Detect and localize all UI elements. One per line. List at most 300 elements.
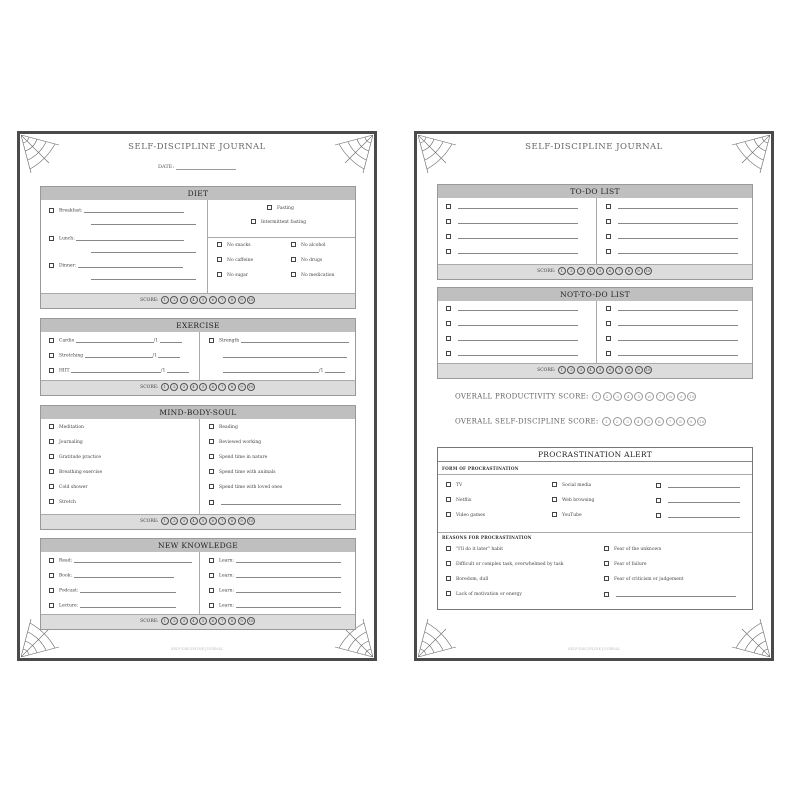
- score-circle-9[interactable]: 9: [238, 617, 246, 625]
- no-sugar-check[interactable]: No sugar: [217, 272, 248, 280]
- score-circle-2[interactable]: 2: [170, 617, 178, 625]
- write-line[interactable]: [236, 602, 341, 608]
- item-label: Lack of motivation or energy: [456, 592, 522, 597]
- item-label: Meditation: [59, 425, 84, 430]
- page-footer: SELF-DISCIPLINE JOURNAL: [568, 647, 620, 651]
- meal-lunch[interactable]: Lunch:: [49, 235, 184, 243]
- mind-body-soul-item[interactable]: [209, 424, 238, 432]
- todo-item[interactable]: [446, 233, 578, 241]
- write-line[interactable]: [80, 602, 176, 608]
- procrastination-form-blank[interactable]: [656, 497, 740, 505]
- write-line[interactable]: [618, 248, 738, 254]
- no-caffeine-check[interactable]: No caffeine: [217, 257, 253, 265]
- write-line[interactable]: [80, 587, 176, 593]
- write-line[interactable]: [668, 512, 740, 518]
- write-line[interactable]: [618, 218, 738, 224]
- score-circle-5[interactable]: 5: [634, 392, 643, 401]
- new-knowledge-score-row: SCORE: 1 2 3 4 5 6 7 8 9 10: [41, 614, 355, 629]
- checkbox[interactable]: [209, 588, 214, 593]
- mind-body-soul-item[interactable]: [49, 469, 102, 477]
- item-label: Read:: [59, 558, 73, 564]
- write-line[interactable]: [458, 350, 578, 356]
- score-circle-7[interactable]: 7: [218, 517, 226, 525]
- checkbox[interactable]: [217, 257, 222, 262]
- checkbox[interactable]: [49, 573, 54, 578]
- not-todo-item[interactable]: [446, 320, 578, 328]
- write-line[interactable]: [618, 320, 738, 326]
- exercise-hiit[interactable]: HIIT /1: [49, 367, 189, 375]
- meal-dinner[interactable]: Dinner:: [49, 262, 183, 270]
- score-circle-10[interactable]: 10: [645, 367, 651, 372]
- score-circle-1[interactable]: 1: [161, 617, 169, 625]
- score-circle-9[interactable]: 9: [238, 296, 246, 304]
- todo-item[interactable]: [606, 218, 738, 226]
- item-label: TV: [456, 483, 463, 488]
- score-circle-10[interactable]: 10: [248, 297, 254, 302]
- score-circle-5[interactable]: 5: [596, 267, 604, 275]
- checkbox[interactable]: [49, 603, 54, 608]
- new-knowledge-item[interactable]: [209, 587, 341, 595]
- checkbox[interactable]: [606, 321, 611, 326]
- score-circle-3[interactable]: 3: [623, 417, 632, 426]
- item-label: Learn:: [219, 558, 234, 564]
- score-circle-8[interactable]: 8: [625, 366, 633, 374]
- checkbox[interactable]: [552, 512, 557, 517]
- score-circles: [160, 385, 256, 390]
- checkbox[interactable]: [606, 204, 611, 209]
- write-line[interactable]: [458, 203, 578, 209]
- checkbox[interactable]: [49, 236, 54, 241]
- new-knowledge-section: [40, 538, 356, 630]
- checkbox[interactable]: [251, 219, 256, 224]
- todo-item[interactable]: [606, 248, 738, 256]
- score-circle-1[interactable]: 1: [592, 392, 601, 401]
- checkbox[interactable]: [446, 512, 451, 517]
- score-circle-1[interactable]: 1: [558, 366, 566, 374]
- checkbox[interactable]: [49, 469, 54, 474]
- procrastination-reason-item[interactable]: [446, 546, 503, 554]
- score-circle-4[interactable]: 4: [624, 392, 633, 401]
- todo-item[interactable]: [606, 203, 738, 211]
- score-circles: [160, 298, 256, 303]
- write-line[interactable]: [618, 203, 738, 209]
- score-circle-8[interactable]: 8: [228, 383, 236, 391]
- checkbox[interactable]: [446, 249, 451, 254]
- checkbox[interactable]: [49, 208, 54, 213]
- checkbox[interactable]: [604, 592, 609, 597]
- checkbox[interactable]: [49, 439, 54, 444]
- score-circle-8[interactable]: 8: [228, 296, 236, 304]
- score-circle-4[interactable]: 4: [190, 517, 198, 525]
- score-circle-9[interactable]: 9: [238, 383, 246, 391]
- no-snacks-check[interactable]: No snacks: [217, 242, 251, 250]
- intermittent-fasting-check[interactable]: Intermittent fasting: [251, 219, 306, 227]
- new-knowledge-title: NEW KNOWLEDGE: [41, 539, 355, 552]
- score-circle-10[interactable]: 10: [689, 394, 695, 399]
- score-circles: [160, 619, 256, 624]
- score-circle-1[interactable]: 1: [161, 296, 169, 304]
- item-label: Breathing exercise: [59, 470, 103, 475]
- checkbox[interactable]: [606, 249, 611, 254]
- checkbox[interactable]: [49, 454, 54, 459]
- checkbox[interactable]: [656, 498, 661, 503]
- score-circle-1[interactable]: 1: [161, 383, 169, 391]
- todo-item[interactable]: [606, 233, 738, 241]
- reasons-for-procrastination-heading: REASONS FOR PROCRASTINATION: [442, 535, 532, 540]
- checkbox[interactable]: [209, 603, 214, 608]
- score-circle-3[interactable]: 3: [180, 517, 188, 525]
- item-label: Cold shower: [59, 485, 88, 490]
- score-circle-6[interactable]: 6: [209, 517, 217, 525]
- score-circle-4[interactable]: 4: [190, 383, 198, 391]
- exercise-cardio[interactable]: Cardio /1: [49, 337, 182, 345]
- checkbox[interactable]: [446, 336, 451, 341]
- no-alcohol-check[interactable]: No alcohol: [291, 242, 325, 250]
- checkbox[interactable]: [552, 497, 557, 502]
- score-circle-2[interactable]: 2: [170, 517, 178, 525]
- score-circles: [160, 519, 256, 524]
- new-knowledge-item[interactable]: [49, 572, 174, 580]
- score-circle-6[interactable]: 6: [209, 383, 217, 391]
- procrastination-form-blank[interactable]: [656, 512, 740, 520]
- score-circle-5[interactable]: 5: [199, 617, 207, 625]
- checkbox[interactable]: [209, 500, 214, 505]
- item-label: Fear of failure: [614, 562, 647, 567]
- cobweb-corner-icon: [730, 135, 770, 175]
- procrastination-reason-item[interactable]: [604, 576, 684, 584]
- score-circle-5[interactable]: 5: [596, 366, 604, 374]
- checkbox[interactable]: [446, 497, 451, 502]
- procrastination-form-item[interactable]: [552, 497, 594, 505]
- procrastination-reason-item[interactable]: [446, 591, 522, 599]
- item-label: Learn:: [219, 603, 234, 609]
- todo-item[interactable]: [446, 248, 578, 256]
- score-circle-9[interactable]: 9: [238, 517, 246, 525]
- date-label: DATE:: [157, 164, 174, 170]
- mind-body-soul-item[interactable]: [209, 439, 261, 447]
- checkbox[interactable]: [291, 272, 296, 277]
- checkbox[interactable]: [209, 484, 214, 489]
- score-circle-7[interactable]: 7: [615, 267, 623, 275]
- write-line[interactable]: [618, 335, 738, 341]
- score-circle-9[interactable]: 9: [635, 267, 643, 275]
- checkbox[interactable]: [606, 234, 611, 239]
- score-circle-7[interactable]: 7: [666, 417, 675, 426]
- score-circle-10[interactable]: 10: [698, 419, 705, 424]
- item-label: Video games: [456, 513, 486, 518]
- score-circle-9[interactable]: 9: [677, 392, 686, 401]
- write-line[interactable]: [236, 557, 341, 563]
- write-line[interactable]: [618, 350, 738, 356]
- checkbox[interactable]: [606, 306, 611, 311]
- write-line[interactable]: [668, 497, 740, 503]
- write-line[interactable]: [458, 335, 578, 341]
- procrastination-form-item[interactable]: [446, 497, 471, 505]
- checkbox[interactable]: [209, 469, 214, 474]
- not-todo-item[interactable]: [446, 305, 578, 313]
- score-circle-1[interactable]: 1: [558, 267, 566, 275]
- item-label: Fear of criticism or judgement: [614, 577, 684, 582]
- score-circle-10[interactable]: 10: [248, 618, 254, 623]
- checkbox[interactable]: [267, 205, 272, 210]
- score-circle-6[interactable]: 6: [645, 392, 654, 401]
- write-line[interactable]: [458, 248, 578, 254]
- item-label: Netflix: [456, 498, 472, 503]
- checkbox[interactable]: [209, 338, 214, 343]
- procrastination-form-item[interactable]: [446, 482, 462, 490]
- procrastination-section: [437, 447, 753, 610]
- score-circle-6[interactable]: 6: [209, 296, 217, 304]
- score-circle-10[interactable]: 10: [645, 268, 651, 273]
- checkbox[interactable]: [209, 439, 214, 444]
- score-circle-8[interactable]: 8: [228, 617, 236, 625]
- checkbox[interactable]: [209, 573, 214, 578]
- write-line[interactable]: [458, 320, 578, 326]
- exercise-score-row: SCORE: 1 2 3 4 5 6 7 8 9 10: [41, 380, 355, 395]
- new-knowledge-item[interactable]: [49, 557, 192, 565]
- write-line[interactable]: [236, 587, 341, 593]
- checkbox[interactable]: [217, 242, 222, 247]
- score-circle-4[interactable]: 4: [634, 417, 643, 426]
- page-footer: SELF-DISCIPLINE JOURNAL: [171, 647, 223, 651]
- checkbox[interactable]: [446, 204, 451, 209]
- checkbox[interactable]: [604, 576, 609, 581]
- score-circle-1[interactable]: 1: [161, 517, 169, 525]
- checkbox[interactable]: [604, 561, 609, 566]
- checkbox[interactable]: [446, 321, 451, 326]
- checkbox[interactable]: [446, 351, 451, 356]
- new-knowledge-item[interactable]: [209, 557, 341, 565]
- score-circle-2[interactable]: 2: [603, 392, 612, 401]
- score-circle-7[interactable]: 7: [218, 383, 226, 391]
- no-medication-check[interactable]: No medication: [291, 272, 334, 280]
- new-knowledge-item[interactable]: [49, 587, 176, 595]
- mind-body-soul-blank-item[interactable]: [209, 499, 341, 507]
- write-line[interactable]: [668, 482, 740, 488]
- mind-body-soul-item[interactable]: [49, 499, 76, 507]
- write-line[interactable]: [458, 233, 578, 239]
- exercise-strength-line[interactable]: /1: [223, 367, 345, 375]
- score-circle-6[interactable]: 6: [209, 617, 217, 625]
- checkbox[interactable]: [606, 219, 611, 224]
- score-circle-2[interactable]: 2: [613, 417, 622, 426]
- checkbox[interactable]: [49, 484, 54, 489]
- exercise-title: EXERCISE: [41, 319, 355, 332]
- mind-body-soul-score-row: SCORE: 1 2 3 4 5 6 7 8 9 10: [41, 514, 355, 529]
- procrastination-reason-item[interactable]: [604, 561, 647, 569]
- score-circle-7[interactable]: 7: [218, 617, 226, 625]
- procrastination-form-blank[interactable]: [656, 482, 740, 490]
- checkbox[interactable]: [49, 353, 54, 358]
- mind-body-soul-item[interactable]: [209, 484, 282, 492]
- item-label: Podcast:: [59, 588, 79, 594]
- not-todo-item[interactable]: [606, 305, 738, 313]
- write-line[interactable]: [458, 305, 578, 311]
- checkbox[interactable]: [291, 242, 296, 247]
- score-circle-4[interactable]: 4: [587, 267, 595, 275]
- exercise-stretching[interactable]: Stretching /1: [49, 352, 180, 360]
- checkbox[interactable]: [446, 219, 451, 224]
- checkbox[interactable]: [446, 482, 451, 487]
- mind-body-soul-item[interactable]: [49, 454, 101, 462]
- score-circle-8[interactable]: 8: [625, 267, 633, 275]
- new-knowledge-item[interactable]: [209, 602, 341, 610]
- checkbox[interactable]: [49, 499, 54, 504]
- new-knowledge-item[interactable]: [209, 572, 341, 580]
- checkbox[interactable]: [446, 576, 451, 581]
- date-field[interactable]: [20, 164, 374, 170]
- exercise-strength[interactable]: Strength: [209, 337, 349, 345]
- item-label: Reviewed working: [219, 440, 262, 445]
- todo-item[interactable]: [446, 218, 578, 226]
- procrastination-title: PROCRASTINATION ALERT: [438, 448, 752, 462]
- score-circles: [557, 269, 653, 274]
- checkbox[interactable]: [606, 351, 611, 356]
- item-label: Reading: [219, 425, 238, 430]
- checkbox[interactable]: [209, 424, 214, 429]
- checkbox[interactable]: [446, 561, 451, 566]
- score-circle-1[interactable]: 1: [602, 417, 611, 426]
- checkbox[interactable]: [49, 558, 54, 563]
- item-label: Spend time with loved ones: [219, 485, 283, 490]
- score-circle-2[interactable]: 2: [170, 296, 178, 304]
- item-label: Web browsing: [562, 498, 595, 503]
- procrastination-reason-item[interactable]: [604, 546, 661, 554]
- fasting-check[interactable]: Fasting: [267, 205, 294, 213]
- score-circle-10[interactable]: 10: [248, 518, 254, 523]
- not-todo-score-row: SCORE: 1 2 3 4 5 6 7 8 9 10: [438, 363, 752, 378]
- write-line[interactable]: [74, 557, 192, 563]
- score-circle-7[interactable]: 7: [218, 296, 226, 304]
- score-circle-7[interactable]: 7: [615, 366, 623, 374]
- procrastination-form-item[interactable]: [552, 512, 582, 520]
- mind-body-soul-item[interactable]: [49, 484, 88, 492]
- checkbox[interactable]: [49, 424, 54, 429]
- write-line[interactable]: [74, 572, 174, 578]
- checkbox[interactable]: [656, 513, 661, 518]
- score-circle-2[interactable]: 2: [170, 383, 178, 391]
- checkbox[interactable]: [656, 483, 661, 488]
- checkbox[interactable]: [49, 368, 54, 373]
- score-circle-3[interactable]: 3: [613, 392, 622, 401]
- procrastination-form-item[interactable]: [446, 512, 485, 520]
- checkbox[interactable]: [604, 546, 609, 551]
- not-todo-item[interactable]: [446, 350, 578, 358]
- score-circle-10[interactable]: 10: [248, 384, 254, 389]
- checkbox[interactable]: [49, 263, 54, 268]
- not-todo-title: NOT-TO-DO LIST: [438, 288, 752, 301]
- score-circle-3[interactable]: 3: [180, 383, 188, 391]
- journal-page-left: [17, 131, 377, 661]
- procrastination-reason-item[interactable]: [446, 576, 488, 584]
- score-circle-3[interactable]: 3: [577, 267, 585, 275]
- new-knowledge-item[interactable]: [49, 602, 176, 610]
- score-circle-2[interactable]: 2: [567, 366, 575, 374]
- checkbox[interactable]: [209, 454, 214, 459]
- not-todo-item[interactable]: [606, 335, 738, 343]
- mind-body-soul-title: MIND-BODY-SOUL: [41, 406, 355, 419]
- score-circle-3[interactable]: 3: [180, 296, 188, 304]
- checkbox[interactable]: [49, 338, 54, 343]
- diet-title: DIET: [41, 187, 355, 200]
- score-circle-4[interactable]: 4: [190, 617, 198, 625]
- score-circle-5[interactable]: 5: [199, 517, 207, 525]
- mind-body-soul-item[interactable]: [49, 439, 83, 447]
- procrastination-reason-blank[interactable]: [604, 591, 736, 599]
- diet-score-row: SCORE: 1 2 3 4 5 6 7 8 9 10: [41, 293, 355, 308]
- checkbox[interactable]: [209, 558, 214, 563]
- score-circle-7[interactable]: 7: [656, 392, 665, 401]
- not-todo-item[interactable]: [606, 350, 738, 358]
- score-circle-5[interactable]: 5: [644, 417, 653, 426]
- procrastination-form-item[interactable]: [552, 482, 591, 490]
- mind-body-soul-item[interactable]: [49, 424, 84, 432]
- procrastination-reason-item[interactable]: [446, 561, 563, 569]
- write-line[interactable]: [458, 218, 578, 224]
- exercise-section: [40, 318, 356, 396]
- item-label: YouTube: [562, 513, 582, 518]
- score-circle-8[interactable]: 8: [676, 417, 685, 426]
- cobweb-corner-icon: [418, 617, 458, 657]
- item-label: Spend time with animals: [219, 470, 276, 475]
- write-line[interactable]: [221, 499, 341, 505]
- score-circle-6[interactable]: 6: [606, 366, 614, 374]
- item-label: Social media: [562, 483, 592, 488]
- overall-self-discipline-score: OVERALL SELF-DISCIPLINE SCORE: 1 2 3 4 5 6 7 8 9 10: [455, 417, 707, 426]
- score-circle-6[interactable]: 6: [606, 267, 614, 275]
- not-todo-item[interactable]: [606, 320, 738, 328]
- write-line[interactable]: [616, 591, 736, 597]
- write-line[interactable]: [618, 305, 738, 311]
- checkbox[interactable]: [446, 546, 451, 551]
- score-circle-2[interactable]: 2: [567, 267, 575, 275]
- todo-item[interactable]: [446, 203, 578, 211]
- write-line[interactable]: [236, 572, 341, 578]
- score-circle-6[interactable]: 6: [655, 417, 664, 426]
- checkbox[interactable]: [446, 591, 451, 596]
- mind-body-soul-item[interactable]: [209, 469, 276, 477]
- score-circle-8[interactable]: 8: [666, 392, 675, 401]
- checkbox[interactable]: [291, 257, 296, 262]
- checkbox[interactable]: [217, 272, 222, 277]
- write-line[interactable]: [618, 233, 738, 239]
- score-circles: [591, 393, 697, 401]
- not-todo-item[interactable]: [446, 335, 578, 343]
- checkbox[interactable]: [552, 482, 557, 487]
- score-circle-9[interactable]: 9: [687, 417, 696, 426]
- score-circle-4[interactable]: 4: [587, 366, 595, 374]
- score-circle-8[interactable]: 8: [228, 517, 236, 525]
- no-drugs-check[interactable]: No drugs: [291, 257, 322, 265]
- score-circle-5[interactable]: 5: [199, 296, 207, 304]
- checkbox[interactable]: [606, 336, 611, 341]
- item-label: Boredom, dull: [456, 577, 489, 582]
- checkbox[interactable]: [49, 588, 54, 593]
- score-circle-4[interactable]: 4: [190, 296, 198, 304]
- todo-score-row: SCORE: 1 2 3 4 5 6 7 8 9 10: [438, 264, 752, 279]
- mind-body-soul-section: [40, 405, 356, 530]
- score-circle-9[interactable]: 9: [635, 366, 643, 374]
- score-circle-3[interactable]: 3: [577, 366, 585, 374]
- checkbox[interactable]: [446, 234, 451, 239]
- item-label: Difficult or complex task, overwhelmed by task: [456, 562, 564, 567]
- not-todo-section: [437, 287, 753, 379]
- checkbox[interactable]: [446, 306, 451, 311]
- score-circle-3[interactable]: 3: [180, 617, 188, 625]
- score-circle-5[interactable]: 5: [199, 383, 207, 391]
- meal-breakfast[interactable]: Breakfast:: [49, 207, 184, 215]
- mind-body-soul-item[interactable]: [209, 454, 267, 462]
